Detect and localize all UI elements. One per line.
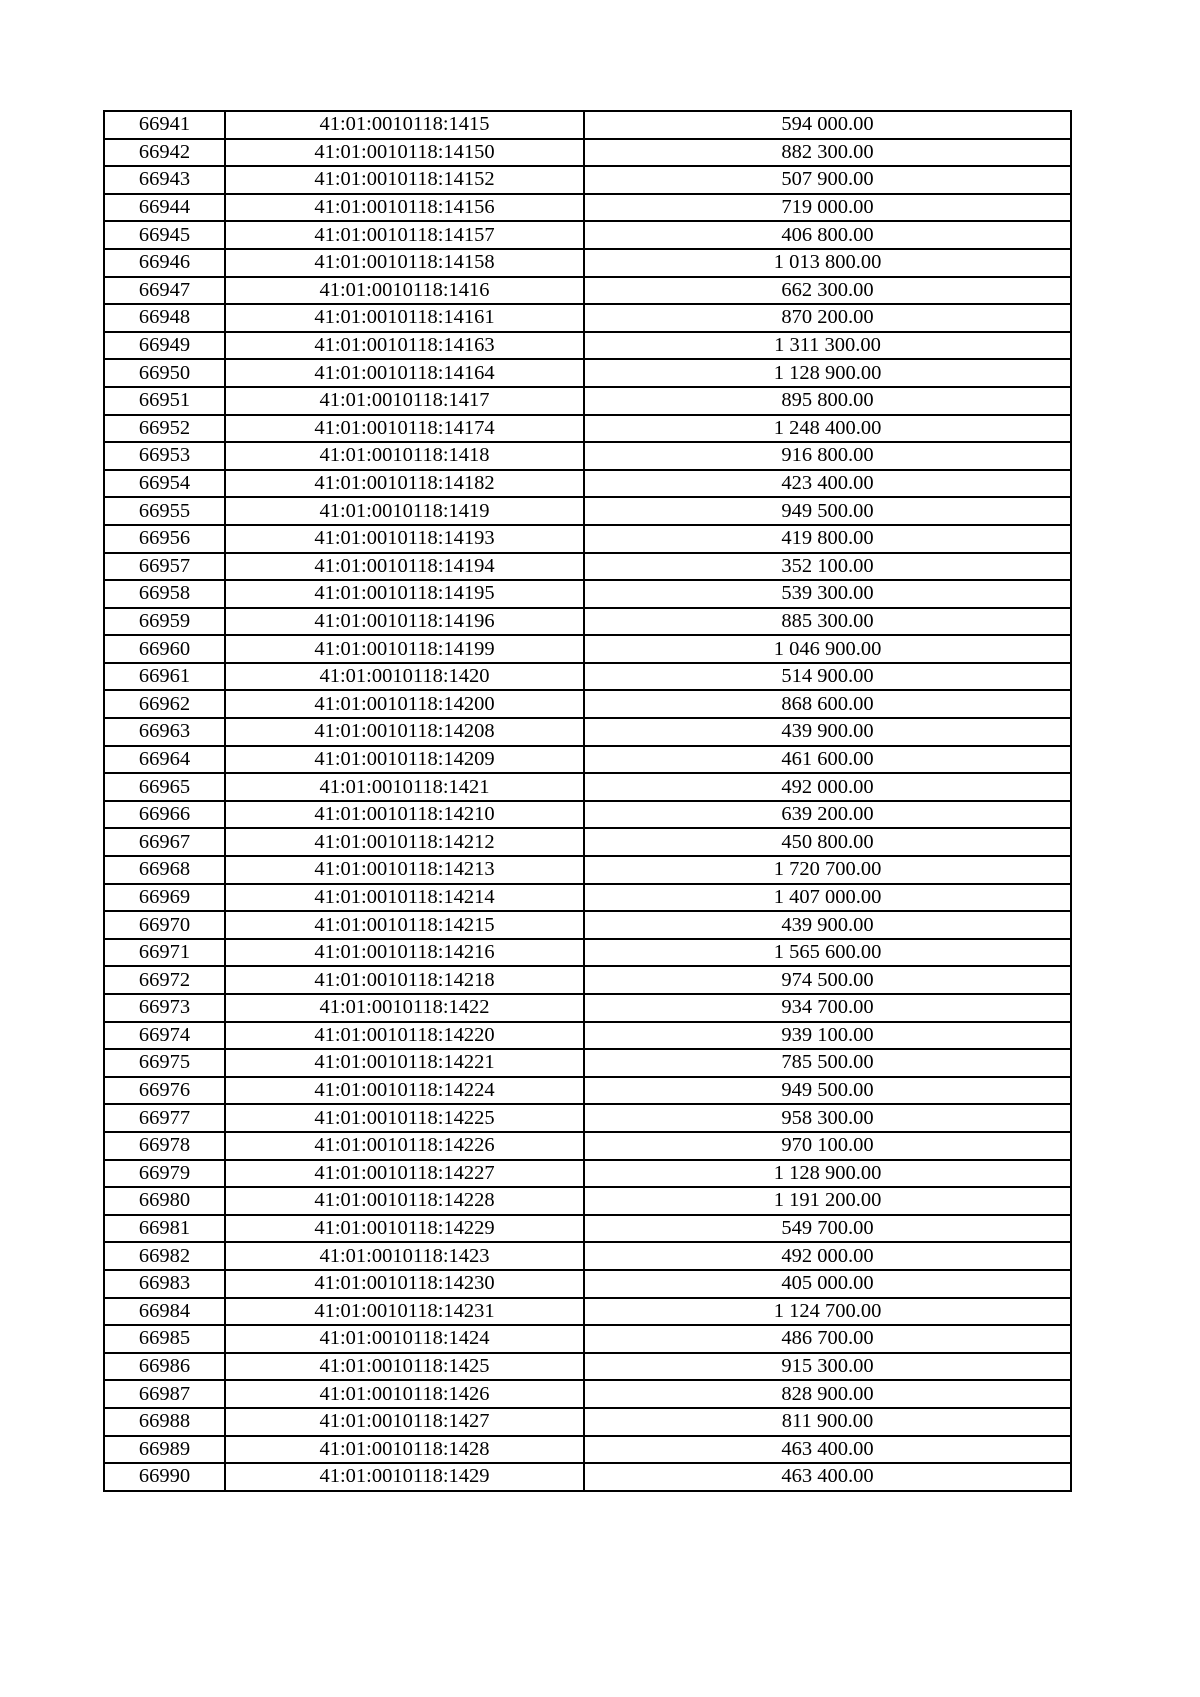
cadastral-value-cell: 514 900.00 [584,663,1071,691]
cadastral-value-cell: 1 128 900.00 [584,359,1071,387]
table-row [104,939,1071,967]
row-number-cell: 66974 [104,1022,225,1050]
row-number-cell: 66988 [104,1408,225,1436]
cadastral-number-cell: 41:01:0010118:14220 [225,1022,584,1050]
row-number-cell: 66968 [104,856,225,884]
row-number-cell: 66949 [104,332,225,360]
table-row [104,1325,1071,1353]
table-row [104,194,1071,222]
cadastral-number-cell: 41:01:0010118:14216 [225,939,584,967]
row-number-cell: 66942 [104,139,225,167]
table-row [104,1077,1071,1105]
row-number-cell: 66956 [104,525,225,553]
cadastral-number-cell: 41:01:0010118:14214 [225,884,584,912]
row-number-cell: 66953 [104,442,225,470]
cadastral-value-cell: 1 248 400.00 [584,415,1071,443]
cadastral-number-cell: 41:01:0010118:14199 [225,635,584,663]
cadastral-number-cell: 41:01:0010118:14231 [225,1298,584,1326]
table-row [104,884,1071,912]
table-row [104,1463,1071,1491]
row-number-cell: 66975 [104,1049,225,1077]
table-row [104,994,1071,1022]
cadastral-value-cell: 915 300.00 [584,1353,1071,1381]
cadastral-number-cell: 41:01:0010118:1422 [225,994,584,1022]
cadastral-value-cell: 811 900.00 [584,1408,1071,1436]
row-number-cell: 66943 [104,166,225,194]
table-row [104,111,1071,139]
cadastral-value-cell: 1 407 000.00 [584,884,1071,912]
cadastral-number-cell: 41:01:0010118:14221 [225,1049,584,1077]
table-row [104,1187,1071,1215]
row-number-cell: 66990 [104,1463,225,1491]
cadastral-value-cell: 662 300.00 [584,277,1071,305]
row-number-cell: 66957 [104,553,225,581]
cadastral-number-cell: 41:01:0010118:14157 [225,221,584,249]
cadastral-value-cell: 870 200.00 [584,304,1071,332]
cadastral-value-cell: 486 700.00 [584,1325,1071,1353]
cadastral-value-cell: 492 000.00 [584,1242,1071,1270]
cadastral-number-cell: 41:01:0010118:1415 [225,111,584,139]
row-number-cell: 66944 [104,194,225,222]
row-number-cell: 66973 [104,994,225,1022]
cadastral-number-cell: 41:01:0010118:14209 [225,746,584,774]
cadastral-number-cell: 41:01:0010118:14228 [225,1187,584,1215]
cadastral-number-cell: 41:01:0010118:14213 [225,856,584,884]
row-number-cell: 66966 [104,801,225,829]
row-number-cell: 66945 [104,221,225,249]
cadastral-value-cell: 439 900.00 [584,911,1071,939]
row-number-cell: 66977 [104,1104,225,1132]
table-row [104,856,1071,884]
cadastral-number-cell: 41:01:0010118:14161 [225,304,584,332]
cadastral-value-cell: 916 800.00 [584,442,1071,470]
cadastral-value-cell: 1 565 600.00 [584,939,1071,967]
cadastral-value-cell: 463 400.00 [584,1436,1071,1464]
table-row [104,911,1071,939]
cadastral-number-cell: 41:01:0010118:14164 [225,359,584,387]
cadastral-number-cell: 41:01:0010118:14182 [225,470,584,498]
row-number-cell: 66980 [104,1187,225,1215]
table-row [104,415,1071,443]
table-row [104,139,1071,167]
table-row [104,277,1071,305]
cadastral-value-cell: 1 720 700.00 [584,856,1071,884]
cadastral-value-cell: 423 400.00 [584,470,1071,498]
cadastral-number-cell: 41:01:0010118:14193 [225,525,584,553]
cadastral-value-cell: 1 191 200.00 [584,1187,1071,1215]
row-number-cell: 66987 [104,1380,225,1408]
cadastral-number-cell: 41:01:0010118:14156 [225,194,584,222]
cadastral-value-table [103,110,1072,1492]
table-row [104,663,1071,691]
row-number-cell: 66967 [104,828,225,856]
row-number-cell: 66941 [104,111,225,139]
table-row [104,580,1071,608]
table-row [104,1104,1071,1132]
cadastral-number-cell: 41:01:0010118:14194 [225,553,584,581]
table-row [104,635,1071,663]
table-row [104,1270,1071,1298]
table-row [104,1022,1071,1050]
table-row [104,304,1071,332]
table-row [104,1242,1071,1270]
cadastral-value-cell: 1 013 800.00 [584,249,1071,277]
row-number-cell: 66985 [104,1325,225,1353]
row-number-cell: 66948 [104,304,225,332]
cadastral-value-cell: 882 300.00 [584,139,1071,167]
cadastral-value-cell: 949 500.00 [584,1077,1071,1105]
cadastral-number-cell: 41:01:0010118:14196 [225,608,584,636]
cadastral-value-cell: 719 000.00 [584,194,1071,222]
row-number-cell: 66964 [104,746,225,774]
cadastral-number-cell: 41:01:0010118:14225 [225,1104,584,1132]
row-number-cell: 66951 [104,387,225,415]
row-number-cell: 66983 [104,1270,225,1298]
row-number-cell: 66982 [104,1242,225,1270]
cadastral-number-cell: 41:01:0010118:14229 [225,1215,584,1243]
row-number-cell: 66989 [104,1436,225,1464]
cadastral-value-cell: 463 400.00 [584,1463,1071,1491]
cadastral-value-cell: 885 300.00 [584,608,1071,636]
cadastral-number-cell: 41:01:0010118:14210 [225,801,584,829]
row-number-cell: 66981 [104,1215,225,1243]
table-row [104,608,1071,636]
table-row [104,966,1071,994]
row-number-cell: 66971 [104,939,225,967]
cadastral-number-cell: 41:01:0010118:14200 [225,690,584,718]
cadastral-number-cell: 41:01:0010118:1426 [225,1380,584,1408]
row-number-cell: 66979 [104,1160,225,1188]
row-number-cell: 66955 [104,497,225,525]
table-row [104,1380,1071,1408]
table-row [104,1160,1071,1188]
cadastral-value-cell: 970 100.00 [584,1132,1071,1160]
cadastral-value-cell: 934 700.00 [584,994,1071,1022]
table-row [104,1049,1071,1077]
cadastral-number-cell: 41:01:0010118:14224 [225,1077,584,1105]
row-number-cell: 66986 [104,1353,225,1381]
row-number-cell: 66950 [104,359,225,387]
cadastral-value-cell: 895 800.00 [584,387,1071,415]
table-row [104,332,1071,360]
cadastral-value-cell: 419 800.00 [584,525,1071,553]
cadastral-number-cell: 41:01:0010118:14218 [225,966,584,994]
cadastral-number-cell: 41:01:0010118:1418 [225,442,584,470]
cadastral-value-cell: 958 300.00 [584,1104,1071,1132]
row-number-cell: 66976 [104,1077,225,1105]
cadastral-number-cell: 41:01:0010118:14152 [225,166,584,194]
cadastral-value-cell: 939 100.00 [584,1022,1071,1050]
table-row [104,166,1071,194]
cadastral-number-cell: 41:01:0010118:14230 [225,1270,584,1298]
cadastral-value-cell: 1 124 700.00 [584,1298,1071,1326]
cadastral-number-cell: 41:01:0010118:1420 [225,663,584,691]
cadastral-value-cell: 492 000.00 [584,773,1071,801]
row-number-cell: 66952 [104,415,225,443]
cadastral-value-cell: 439 900.00 [584,718,1071,746]
cadastral-number-cell: 41:01:0010118:1424 [225,1325,584,1353]
cadastral-value-cell: 507 900.00 [584,166,1071,194]
table-row [104,746,1071,774]
row-number-cell: 66958 [104,580,225,608]
row-number-cell: 66954 [104,470,225,498]
table-row [104,221,1071,249]
table-row [104,1298,1071,1326]
cadastral-number-cell: 41:01:0010118:1427 [225,1408,584,1436]
cadastral-value-cell: 352 100.00 [584,553,1071,581]
cadastral-number-cell: 41:01:0010118:14226 [225,1132,584,1160]
cadastral-number-cell: 41:01:0010118:1429 [225,1463,584,1491]
row-number-cell: 66960 [104,635,225,663]
table-row [104,773,1071,801]
cadastral-number-cell: 41:01:0010118:1428 [225,1436,584,1464]
table-row [104,828,1071,856]
cadastral-value-cell: 1 311 300.00 [584,332,1071,360]
row-number-cell: 66969 [104,884,225,912]
table-row [104,1353,1071,1381]
cadastral-value-cell: 594 000.00 [584,111,1071,139]
cadastral-value-cell: 868 600.00 [584,690,1071,718]
cadastral-number-cell: 41:01:0010118:1416 [225,277,584,305]
cadastral-number-cell: 41:01:0010118:1419 [225,497,584,525]
cadastral-number-cell: 41:01:0010118:14215 [225,911,584,939]
cadastral-number-cell: 41:01:0010118:14163 [225,332,584,360]
table-row [104,718,1071,746]
row-number-cell: 66959 [104,608,225,636]
cadastral-value-cell: 828 900.00 [584,1380,1071,1408]
cadastral-number-cell: 41:01:0010118:14227 [225,1160,584,1188]
table-row [104,690,1071,718]
cadastral-number-cell: 41:01:0010118:1423 [225,1242,584,1270]
row-number-cell: 66961 [104,663,225,691]
table-row [104,359,1071,387]
row-number-cell: 66962 [104,690,225,718]
cadastral-value-cell: 450 800.00 [584,828,1071,856]
cadastral-value-cell: 949 500.00 [584,497,1071,525]
cadastral-number-cell: 41:01:0010118:14212 [225,828,584,856]
table-row [104,249,1071,277]
row-number-cell: 66978 [104,1132,225,1160]
row-number-cell: 66972 [104,966,225,994]
table-row [104,1215,1071,1243]
table-row [104,442,1071,470]
row-number-cell: 66946 [104,249,225,277]
cadastral-value-cell: 1 128 900.00 [584,1160,1071,1188]
table-body [104,111,1071,1491]
cadastral-number-cell: 41:01:0010118:1421 [225,773,584,801]
cadastral-value-cell: 405 000.00 [584,1270,1071,1298]
cadastral-value-cell: 785 500.00 [584,1049,1071,1077]
cadastral-number-cell: 41:01:0010118:1425 [225,1353,584,1381]
table-row [104,470,1071,498]
table-row [104,387,1071,415]
cadastral-number-cell: 41:01:0010118:14158 [225,249,584,277]
cadastral-number-cell: 41:01:0010118:1417 [225,387,584,415]
table-row [104,1408,1071,1436]
cadastral-value-cell: 974 500.00 [584,966,1071,994]
row-number-cell: 66984 [104,1298,225,1326]
row-number-cell: 66963 [104,718,225,746]
table-row [104,1436,1071,1464]
row-number-cell: 66970 [104,911,225,939]
cadastral-value-cell: 406 800.00 [584,221,1071,249]
cadastral-number-cell: 41:01:0010118:14150 [225,139,584,167]
cadastral-number-cell: 41:01:0010118:14174 [225,415,584,443]
cadastral-number-cell: 41:01:0010118:14195 [225,580,584,608]
row-number-cell: 66947 [104,277,225,305]
cadastral-value-cell: 461 600.00 [584,746,1071,774]
cadastral-number-cell: 41:01:0010118:14208 [225,718,584,746]
row-number-cell: 66965 [104,773,225,801]
table-row [104,801,1071,829]
table-row [104,525,1071,553]
cadastral-value-cell: 539 300.00 [584,580,1071,608]
cadastral-value-cell: 1 046 900.00 [584,635,1071,663]
cadastral-value-cell: 639 200.00 [584,801,1071,829]
table-row [104,497,1071,525]
table-row [104,553,1071,581]
table-row [104,1132,1071,1160]
cadastral-value-cell: 549 700.00 [584,1215,1071,1243]
